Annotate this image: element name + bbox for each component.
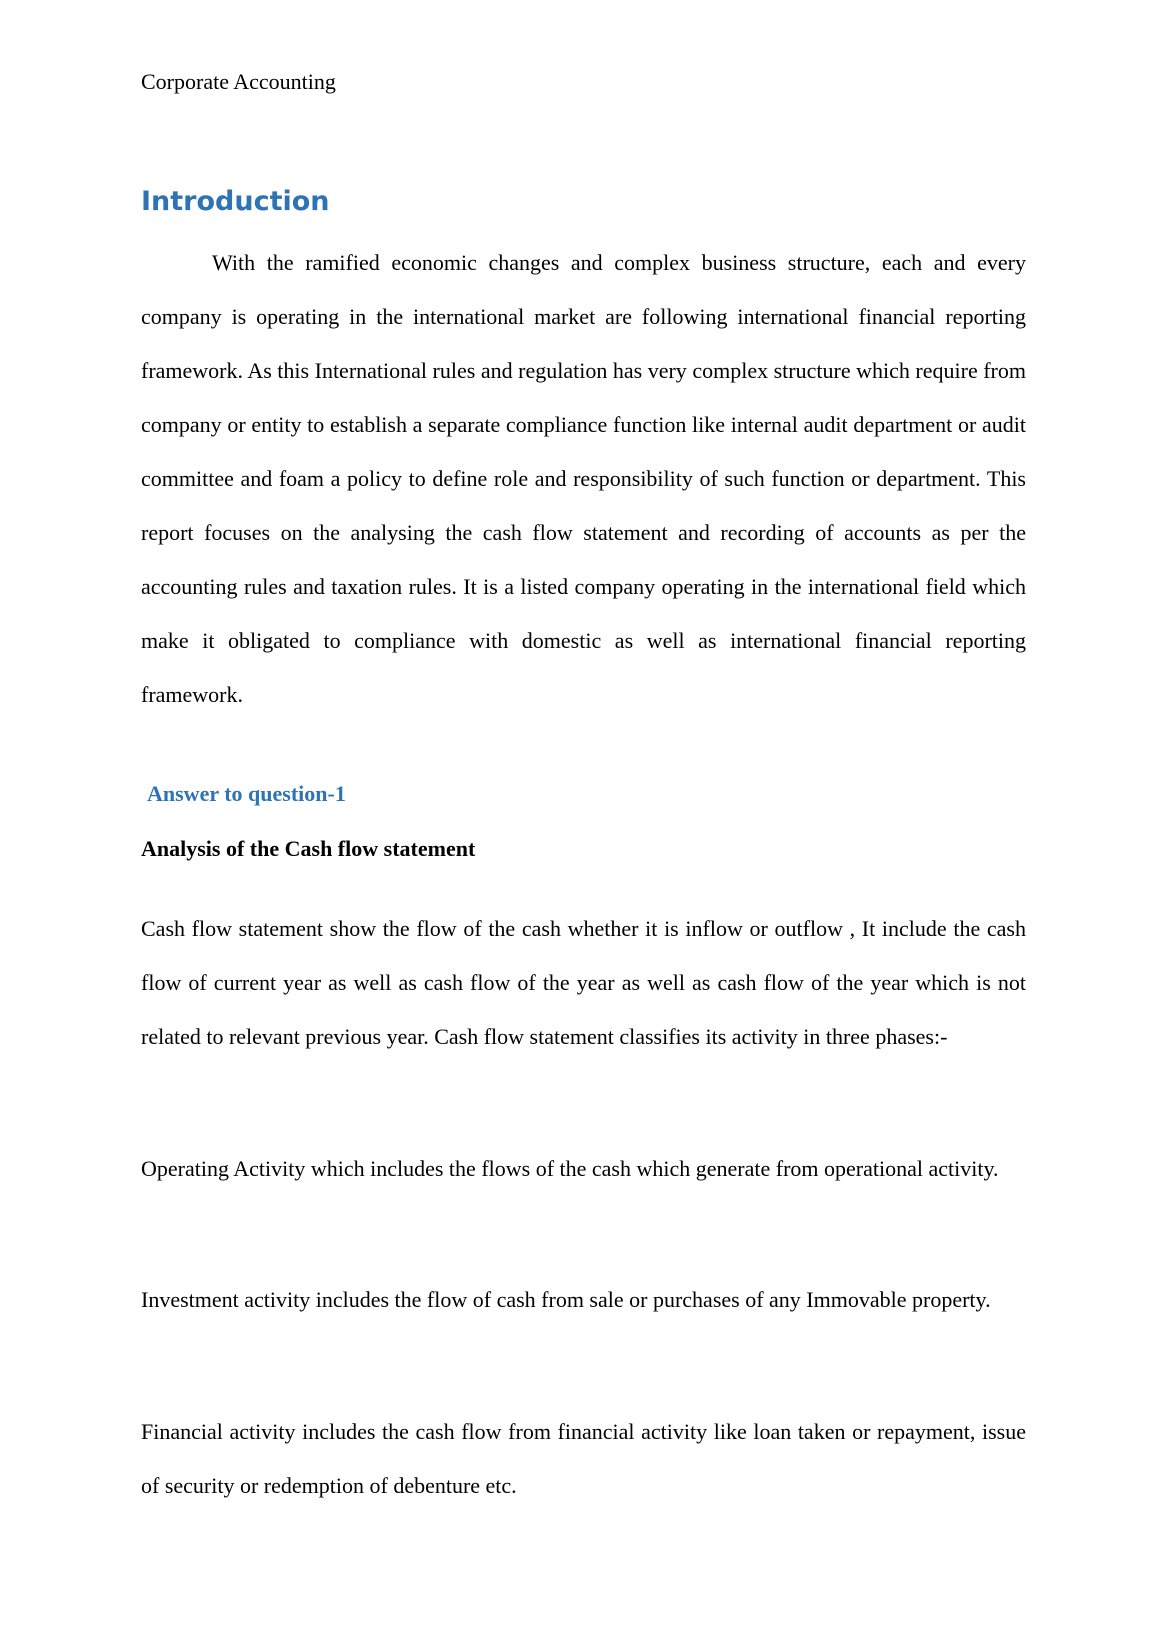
operating-activity-paragraph: Operating Activity which includes the flows of the cash which generate from operational activity. [141,1156,999,1181]
financial-activity-paragraph: Financial activity includes the cash flow from financial activity like loan taken or repayment, issue of security or redemption of debenture etc. [141,1419,1026,1498]
introduction-heading: Introduction [141,186,330,217]
answer-heading: Answer to question-1 [147,781,346,806]
introduction-paragraph: With the ramified economic changes and complex business structure, each and every company is operating in the international market are following international financial reporting framework. As this International rules and regulation has very complex structure which require from company or entity to establish a separate compliance function like internal audit department or audit committee and foam a policy to define role and responsibility of such function or department. This report focuses on the analysing the cash flow statement and recording of accounts as per the accounting rules and taxation rules. It is a listed company operating in the international field which make it obligated to compliance with domestic as well as international financial reporting framework. [141,250,1026,707]
page-header: Corporate Accounting [141,69,336,94]
cash-flow-paragraph: Cash flow statement show the flow of the cash whether it is inflow or outflow , It include the cash flow of current year as well as cash flow of the year as well as cash flow of the year which is not related to relevant previous year. Cash flow statement classifies its activity in three phases:- [141,916,1026,1049]
cash-flow-subheading: Analysis of the Cash flow statement [141,836,476,861]
investment-activity-paragraph: Investment activity includes the flow of cash from sale or purchases of any Immovable property. [141,1287,991,1312]
